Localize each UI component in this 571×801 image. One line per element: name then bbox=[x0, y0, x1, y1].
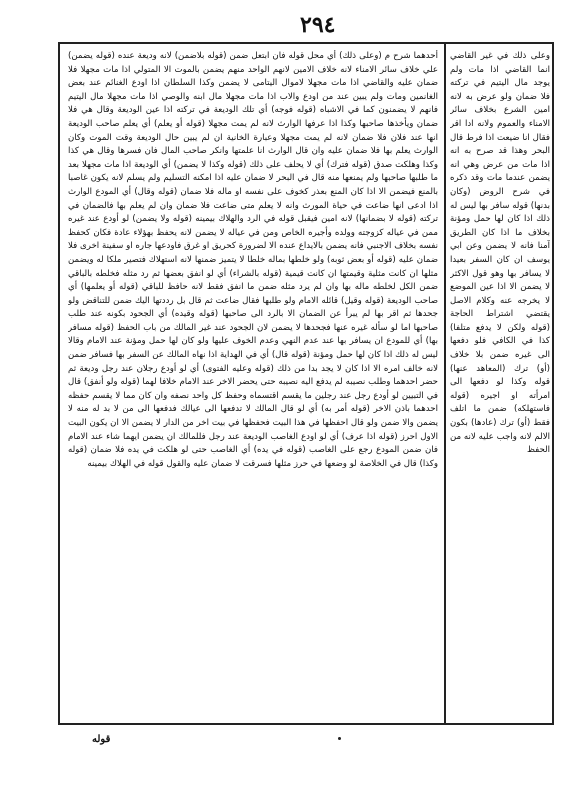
marginal-commentary bbox=[450, 50, 550, 570]
text-frame bbox=[58, 42, 554, 725]
margin-text-paragraph: وعلى ذلك في غير القاضي انما القاضي اذا مات ولم يوجد مال اليتيم في تركته فلا ضمان ولو عرض به لانه امين الشرع بخلاف سائر الامناء والعموم ولانه ادا اقر فقال انا ضيعت اذا فرط قال البحر وهذا قد صرح به انه اذا مات من عرض وهي انه يضمن عندما مات وقد ذكره في شرح الروض (وكان بدنها) قوله سافر بها ليس له ذلك اذا كان لها حمل ومؤنة بخلاف ما اذا كان الطريق آمنا فانه لا يضمن وعن ابي يوسف ان كان السفر بعيدا لا يسافر بها وهو قول الاكثر لا يضمن الا اذا عين الموضع لا يخرجه عنه وكلام الاصل يقتضي اشتراط الحاجة (قوله ولكن لا يدفع متلفا) كذا في الكافي فلو دفعها الى غيره ضمن بلا خلاف (أو) ترك (المعاهد عنها) قوله وكذا لو دفعها الى امرأته او اجيره (قوله فاستهلكه) ضمن ما اتلف فقط (أو) ترك (عادها) بكون الالم لانه واجب عليه لانه من الحفظ bbox=[450, 51, 550, 456]
main-text-paragraph: أحدهما شرح م (وعلى ذلك) أي محل قوله فان ابتعل ضمن (قوله بلاضمن) لانه وديعة عنده (قوله يضمن) علي خلاف سائر الامناء لانه خلاف الامين لانهم الواحد منهم يضمن بالموت الا المتولي اذا مات مجهلا فلا ضمان عليه والقاضي اذا مات مجهلا لاموال اليتامى لا يضمن وكذا السلطان اذا اودع الغنائم عند بعض الغانمين ومات ولم يبين عند من اودع والاب اذا مات مجهلا مال ابنه والوصي اذا مات مجهلا مال اليتيم فانهم لا يضمنون كما في الاشباه (قوله فوجه) أي تلك الوديعة في تركته اذا عين الوديعة وقال هي فلا ضمان ويأخذها صاحبها وكذا اذا عرفها الوارث لانه لم يمت مجهلا (قوله أو يعلم) أي يعلم صاحب الوديعة انها عند فلان فلا ضمان لانه لم يمت مجهلا وعبارة الخانية ان لم يبين حال الوديعة وقت الموت وكان الوارث يعلم بها فلا ضمان عليه وان قال الوارث انا علمتها وانكر صاحب المال فان فسرها وقال هي كذا وكذا وهلكت صدق (قوله فترك) أي لا يحلف على ذلك (قوله وكذا لا يضمن) أي الوديعة اذا مات مجهلا بعد ما طلبها صاحبها ولم يمنعها منه قال في البحر لا ضمان عليه اذا امكنه التسليم ولم يسلم لانه يكون غاصبا بالمنع فيضمن الا اذا كان المنع بعذر كخوف على نفسه او ماله فلا ضمان (قوله وقال) أي المودع الوارث اذا ادعى انها ضاعت في حياة المورث وانه لا يعلم متى ضاعت فلا ضمان وان لم يعلم بها فالضمان في تركته (قوله لا بضمانها) لانه امين فيقبل قوله في الرد والهلاك بيمينه (قوله ولا يضمن) لو أودع عند غيره ممن في عياله كزوجته وولده وأجيره الخاص ومن في عياله لا يضمن لانه يحفظ بهؤلاء عادة فكان كحفظ نفسه بخلاف الاجنبي فانه يضمن بالايداع عنده الا لضرورة كحريق او غرق فاودعها جاره او سفينة اخرى فلا ضمان عليه (قوله أو بعض ثوبه) ولو خلطها بماله خلطا لا يتميز ضمنها لانه استهلاك فتصير ملكا له ويضمن مثلها ان كانت مثلية وقيمتها ان كانت قيمية (قوله بالشراء) أي لو انفق بعضها ثم رد مثله فخلطه بالباقي ضمن الكل لخلطه ماله بها وان لم يرد مثله ضمن ما انفق فقط لانه حافظ للباقي (قوله أو يعلمها) أي صاحب الوديعة (قوله وقيل) قائله الامام ولو طلبها فقال ضاعت ثم قال بل رددتها اليك ضمن للتناقض ولو جحدها ثم اقر بها لم يبرأ عن الضمان الا بالرد الى صاحبها (قوله وقيده) أي الجحود بكونه عند طلب صاحبها اما لو سأله غيره عنها فجحدها لا يضمن لان الجحود عند غير المالك من باب الحفظ (قوله مسافر بها) أي للمودع ان يسافر بها عند عدم النهي وعدم الخوف عليها ولو كان لها حمل ومؤنة عند الامام وقالا ليس له ذلك اذا كان لها حمل ومؤنة (قوله قال) أي في الهداية اذا نهاه المالك عن السفر بها فسافر ضمن لانه خالف امره الا اذا كان لا يجد بدا من ذلك (قوله وعليه الفتوى) أي لو أودع رجلان عند رجل وديعة ثم حضر احدهما وطلب نصيبه لم يدفع اليه نصيبه حتى يحضر الاخر عند الامام خلافا لهما (قوله ولو أنفق) قال في التبيين لو أودع رجل عند رجلين ما يقسم اقتسماه وحفظ كل واحد نصفه وان كان مما لا يقسم حفظه احدهما باذن الاخر (قوله أمر به) أي لو قال المالك لا تدفعها الى عيالك فدفعها الى من لا بد له منه لا يضمن والا ضمن ولو قال احفظها في هذا البيت فحفظها في بيت اخر من الدار لا يضمن الا ان يكون البيت الاول احرز (قوله اذا عرف) أي لو اودع الغاصب الوديعة عند رجل فللمالك ان يضمن ايهما شاء عند الامام فان ضمن المودع رجع على الغاصب (قوله في يده) أي الغاصب حتى لو هلكت في يده فلا ضمان (قوله وكذا) قال في الخلاصة لو وضعها في حرز مثلها فسرقت لا ضمان عليه والقول قوله في الهلاك بيمينه bbox=[68, 51, 438, 469]
catchword: قوله bbox=[92, 734, 111, 745]
page-number: ٢٩٤ bbox=[300, 12, 336, 38]
footer-dot bbox=[338, 737, 341, 740]
main-text-block bbox=[68, 50, 438, 718]
column-divider bbox=[444, 44, 446, 723]
